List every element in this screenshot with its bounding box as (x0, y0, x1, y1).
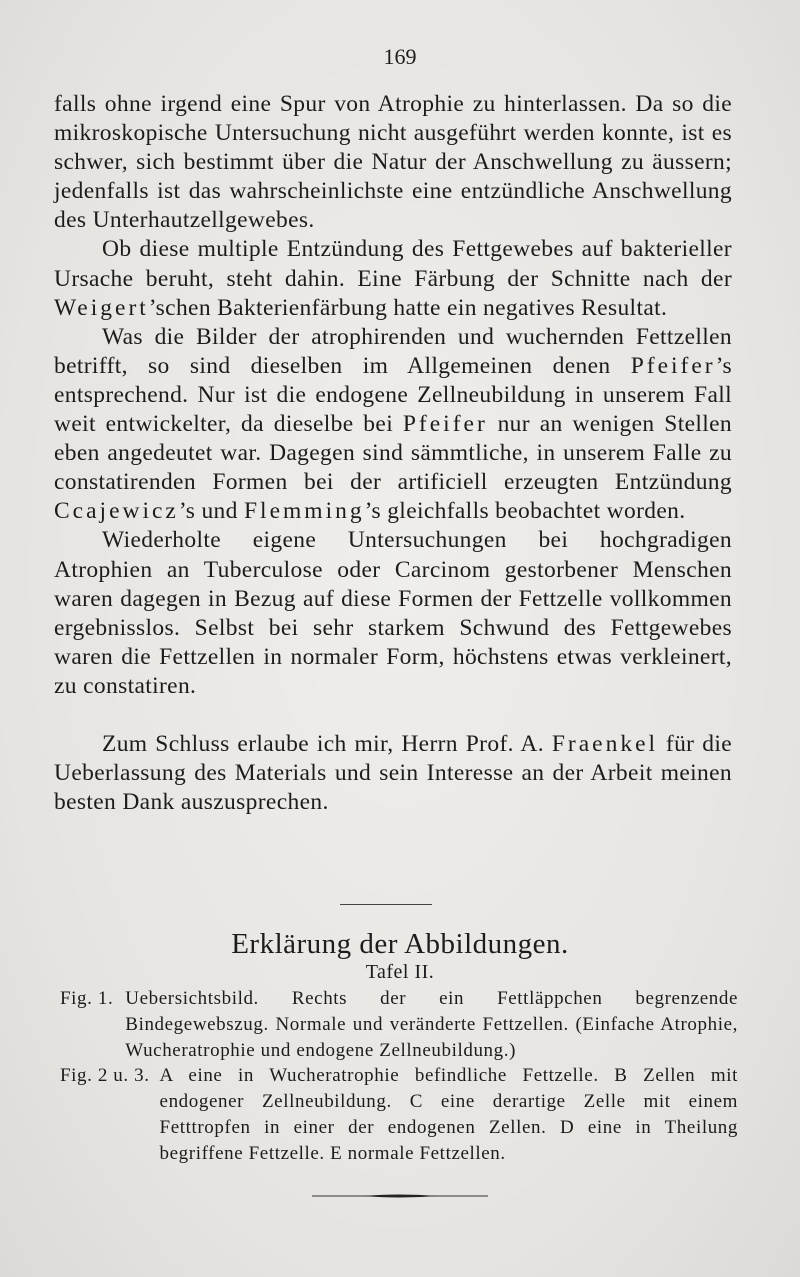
figure-description: A eine in Wucheratrophie befindliche Fettzelle. B Zellen mit endogener Zellneubildung. C eine derartige Zelle mit einem Fetttropfen in einer der endogenen Zellen. D eine in Theilung begriffene Fettzelle. E normale Fettzellen. (159, 1065, 738, 1164)
acknowledgement-paragraph (54, 730, 732, 817)
figure-captions (60, 986, 738, 1167)
plate-label: Tafel II. (365, 961, 435, 983)
author-name-weigert: Weigert (54, 294, 149, 321)
figure-caption-1 (60, 986, 738, 1063)
paragraph-2-text-a: Ob diese multiple Entzündung des Fettgewebes auf bakterieller Ursache beruht, steht dahin. Eine Färbung der Schnitte nach der (54, 236, 732, 292)
section-title: Erklärung der Abbildungen. (231, 928, 569, 960)
page-number: 169 (383, 44, 417, 69)
acknowledgement-text-a: Zum Schluss erlaube ich mir, Herrn Prof. A. (102, 730, 552, 757)
author-name-fraenkel: Fraenkel (551, 730, 659, 757)
acknowledgement-text-b: für die Ueberlassung des Materials und sein Interesse an der Arbeit meinen besten Dank auszusprechen. (54, 730, 732, 816)
author-name-pfeifer: Pfeifer (630, 352, 716, 379)
figure-caption-2 (60, 1063, 738, 1166)
figure-label: Fig. 1. (60, 988, 114, 1009)
end-ornament-rule (312, 1193, 488, 1199)
author-name-ccajewicz: Ccajewicz (54, 498, 179, 525)
section-divider (340, 904, 432, 905)
paragraph-3-text-e: ’s gleichfalls beobachtet worden. (364, 498, 686, 525)
author-name-flemming: Flemming (243, 498, 365, 525)
paragraph-3-text-c: nur an wenigen Stellen eben angedeutet war. Dagegen sind sämmtliche, in unserem Falle zu constatirenden Formen bei der artificiell erzeugten Entzündung (54, 411, 732, 496)
figure-description: Uebersichtsbild. Rechts der ein Fettläppchen begrenzende Bindegewebszug. Normale und veränderte Fettzellen. (Einfache Atrophie, Wucheratrophie und endogene Zellneubildung.) (125, 988, 738, 1061)
author-name-pfeifer-2: Pfeifer (402, 411, 488, 438)
paragraph-3-text-d: ’s und (178, 498, 244, 525)
paragraph-1: falls ohne irgend eine Spur von Atrophie zu hinterlassen. Da so die mikroskopische Untersuchung nicht ausgeführt werden konnte, ist es schwer, sich bestimmt über die Natur der Anschwellung zu äussern; jedenfalls ist das wahrscheinlichste eine entzündliche Anschwellung des Unterhautzellgewebes. (54, 91, 732, 234)
figure-label: Fig. 2 u. 3. (60, 1065, 150, 1087)
paragraph-2-text-b: ’schen Bakterienfärbung hatte ein negatives Resultat. (148, 294, 668, 321)
paragraph-3-text-b: ’s entsprechend. Nur ist die endogene Zellneubildung in unserem Fall weit entwickelter, da dieselbe bei (54, 352, 732, 438)
paragraph-3 (54, 323, 732, 527)
paragraph-2 (54, 235, 732, 322)
paragraph-4: Wiederholte eigene Untersuchungen bei hochgradigen Atrophien an Tuberculose oder Carcinom gestorbener Menschen waren dagegen in Bezug auf diese Formen der Fettzelle vollkommen ergebnisslos. Selbst bei sehr starkem Schwund des Fettgewebes waren die Fettzellen in normaler Form, höchstens etwas verkleinert, zu constatiren. (54, 527, 732, 699)
body-text (54, 90, 732, 817)
paragraph-3-text-a: Was die Bilder der atrophirenden und wuchernden Fettzellen betrifft, so sind dieselben im Allgemeinen denen (54, 323, 732, 379)
